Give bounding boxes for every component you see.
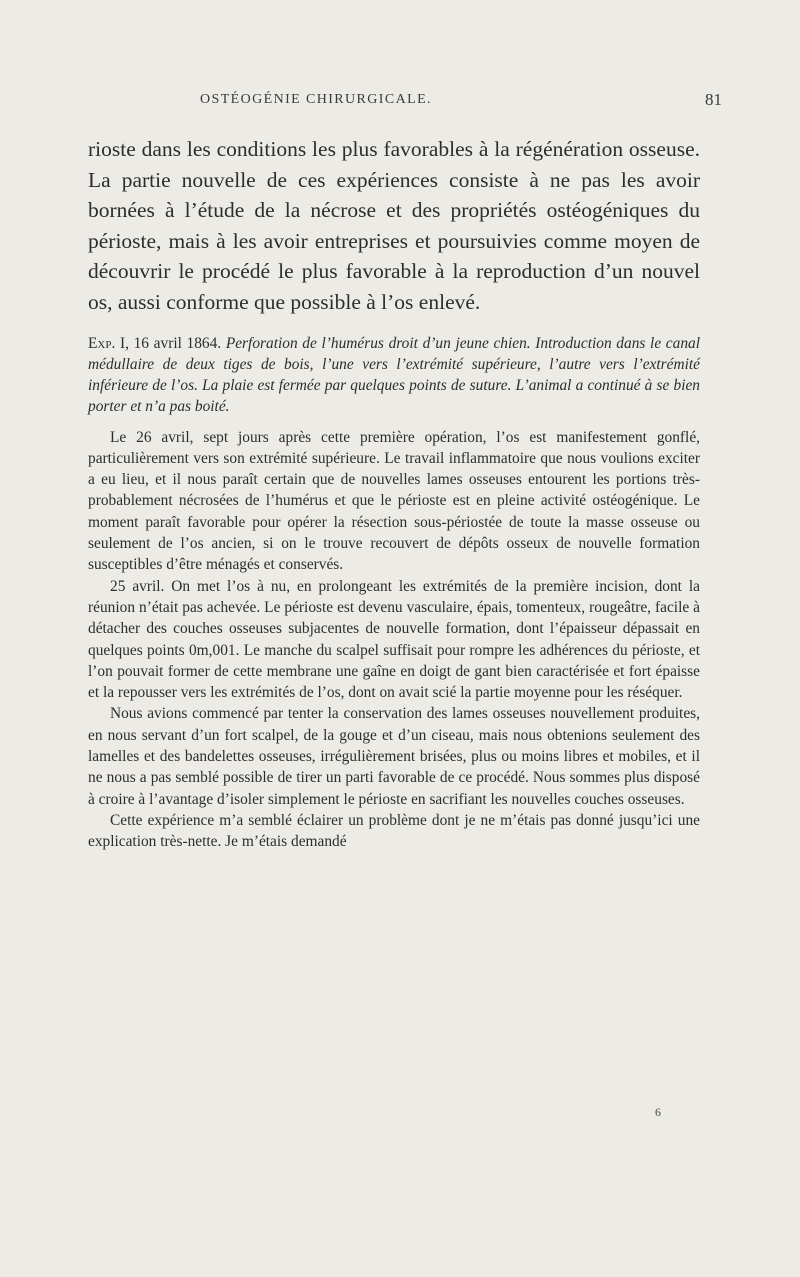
signature-mark: 6 — [655, 1105, 661, 1119]
paragraph-26-avril: Le 26 avril, sept jours après cette première opération, l’os est manifestement gonflé, particulièrement vers son extrémité supérieure. Le travail inflammatoire que nous voulions exciter a eu lieu, et il nous paraît certain que de nouvelles lames osseuses entourent les portions très-probablement nécrosées de l’humérus et que le périoste est en pleine activité ostéogénique. Le moment paraît favorable pour opérer la résection sous-périostée de toute la masse osseuse ou seulement de l’os ancien, si on le trouve recouvert de dépôts osseux de nouvelle formation susceptibles d’être ménagés et conservés. — [88, 428, 700, 574]
page-header — [178, 92, 758, 116]
paragraph-conclusion: Cette expérience m’a semblé éclairer un problème dont je ne m’étais pas donné jusqu’ici une explication très-nette. Je m’étais demandé — [88, 811, 700, 851]
experiment-heading — [88, 333, 700, 417]
paragraph-conservation: Nous avions commencé par tenter la conservation des lames osseuses nouvellement produites, en nous servant d’un fort scalpel, de la gouge et d’un ciseau, mais nous obtenions seulement des lamelles et des bandelettes osseuses, irrégulièrement brisées, plus ou moins libres et mobiles, et il ne nous a pas semblé possible de tirer un parti favorable de ce procédé. Nous sommes plus disposé à croire à l’avantage d’isoler simplement le périoste en sacrifiant les nouvelles couches osseuses. — [88, 705, 700, 808]
paragraph-25-avril: 25 avril. On met l’os à nu, en prolongeant les extrémités de la première incision, dont la réunion n’était pas achevée. Le périoste est devenu vasculaire, épais, tomenteux, rougeâtre, facile à détacher des couches osseuses subjacentes de nouvelle formation, dont l’épaisseur dépassait en quelques points 0m,001. Le manche du scalpel suffisait pour rompre les adhérences du périoste, et l’on pouvait former de cette membrane une gaîne en doigt de gant bien caractérisée et fort épaisse et la repousser vers les extrémités de l’os, dont on avait scié la partie moyenne pour les réséquer. — [88, 577, 700, 702]
experiment-date: 16 avril 1864. — [128, 334, 226, 352]
page-content — [88, 134, 700, 853]
experiment-description: Perforation de l’humérus droit d’un jeune chien. Introduction dans le canal médullaire de deux tiges de bois, l’une vers l’extrémité supérieure, l’autre vers l’extrémité inférieure de l’os. La plaie est fermée par quelques points de suture. L’animal a continué à se bien porter et n’a pas boité. — [88, 334, 701, 415]
experiment-body — [88, 427, 700, 853]
page-number: 81 — [705, 90, 722, 109]
running-title: OSTÉOGÉNIE CHIRURGICALE. — [200, 92, 432, 107]
intro-section — [88, 134, 700, 318]
experiment-label: Exp. I, — [88, 334, 129, 352]
intro-paragraph: rioste dans les conditions les plus favorables à la régénération osseuse. La partie nouvelle de ces expériences consiste à ne pas les avoir bornées à l’étude de la nécrose et des propriétés ostéogéniques du périoste, mais à les avoir entreprises et poursuivies comme moyen de découvrir le procédé le plus favorable à la reproduction d’un nouvel os, aussi conforme que possible à l’os enlevé. — [88, 137, 700, 314]
